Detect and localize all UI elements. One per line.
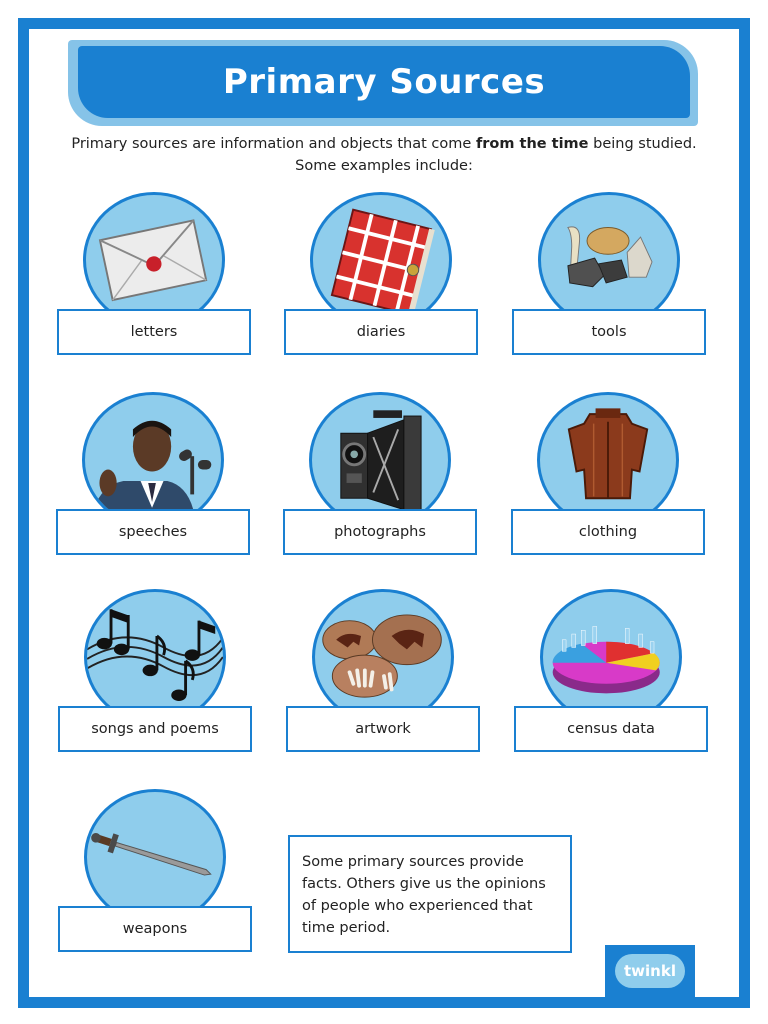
item-tools xyxy=(512,192,706,357)
item-label: census data xyxy=(514,706,708,752)
doublet-icon xyxy=(537,392,679,528)
item-clothing xyxy=(511,392,705,557)
item-label: clothing xyxy=(511,509,705,555)
item-label: letters xyxy=(57,309,251,355)
item-label: diaries xyxy=(284,309,478,355)
intro-bold: from the time xyxy=(475,136,589,152)
item-census xyxy=(514,589,708,754)
item-photographs xyxy=(283,392,477,557)
item-diaries xyxy=(284,192,478,357)
logo-text: twinkl xyxy=(624,962,676,980)
item-speeches xyxy=(56,392,250,557)
title-banner xyxy=(78,46,690,118)
item-label: weapons xyxy=(58,906,252,952)
diary-icon xyxy=(310,192,452,328)
twinkl-logo xyxy=(605,945,695,997)
music-notes-icon xyxy=(84,589,226,725)
item-artwork xyxy=(286,589,480,754)
intro-line-2: Some examples include: xyxy=(295,158,473,174)
page-title: Primary Sources xyxy=(222,62,546,102)
item-label: speeches xyxy=(56,509,250,555)
item-label: songs and poems xyxy=(58,706,252,752)
sword-icon xyxy=(84,789,226,925)
info-note: Some primary sources provide facts. Others give us the opinions of people who experienced that time period. xyxy=(288,835,572,953)
cloud-icon xyxy=(615,954,685,988)
cave-art-icon xyxy=(312,589,454,725)
pie-chart-icon xyxy=(540,589,682,725)
item-letters xyxy=(57,192,251,357)
item-label: tools xyxy=(512,309,706,355)
camera-icon xyxy=(309,392,451,528)
envelope-icon xyxy=(83,192,225,328)
intro-line-1: Primary sources are information and objects that come from the time being studied. xyxy=(71,136,697,152)
item-label: artwork xyxy=(286,706,480,752)
speaker-icon xyxy=(82,392,224,528)
stone-tools-icon xyxy=(538,192,680,328)
item-weapons xyxy=(58,789,252,954)
item-songs xyxy=(58,589,252,754)
intro-text xyxy=(40,133,728,177)
item-label: photographs xyxy=(283,509,477,555)
